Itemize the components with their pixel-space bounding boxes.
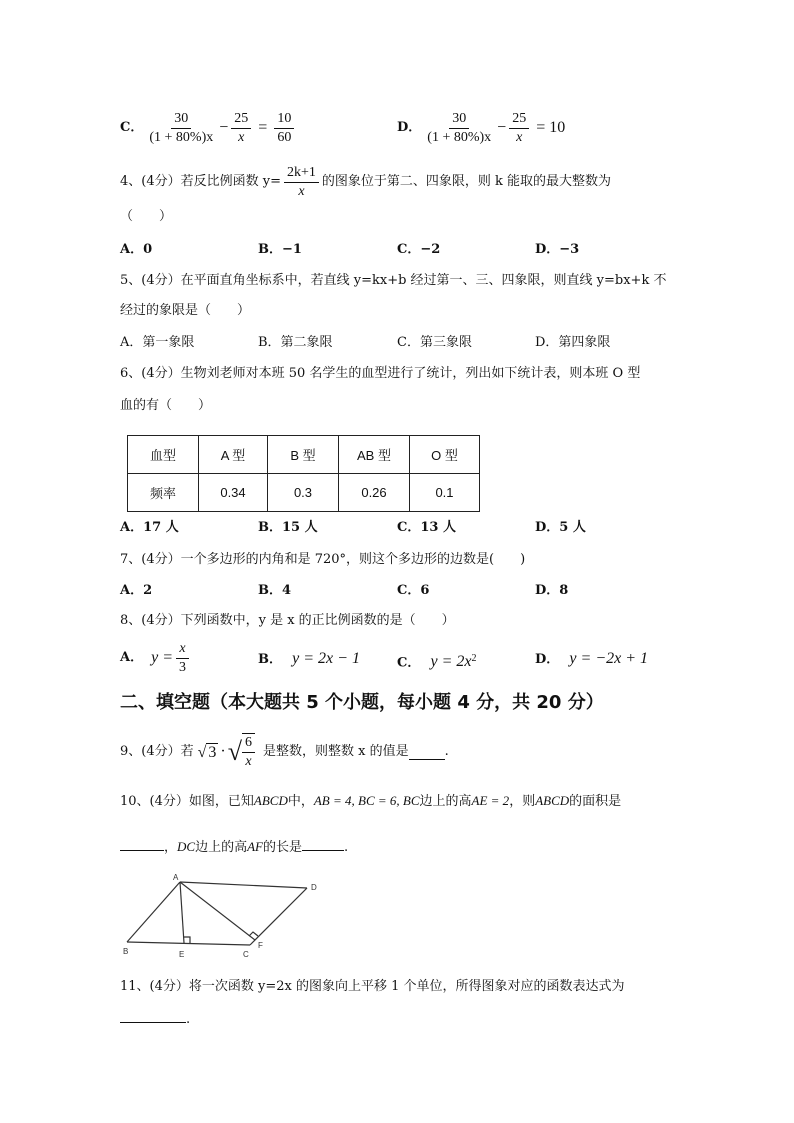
q3-c-f2-den: x [238,129,245,145]
q8-option-a [120,638,192,678]
q4-bracket: （ ） [120,209,173,224]
altitude-ae [180,882,184,943]
q10-l2-e: 的长是 [262,840,302,855]
q5-line-1: 5、(4分）在平面直角坐标系中，若直线 y=kx+b 经过第一、三、四象限，则直线 y=bx+k 不 [120,273,667,288]
q3-option-d-fraction-1 [424,110,494,147]
q10-l2-a: ， [164,840,178,855]
q10-l2-d: AF [247,839,263,854]
table-cell: 0.34 [199,474,268,512]
table-row [128,474,480,512]
q8-option-c-expr: y = 2x [430,653,472,671]
q7-question: 7、(4分）一个多边形的内角和是 720°，则这个多边形的边数是( ) [120,552,526,567]
q11-end: . [186,1012,191,1027]
q10-l2-b: DC [177,839,196,854]
q5-option-c: C．第三象限 [397,335,472,350]
q5-option-a: A．第一象限 [120,335,195,350]
q4-prefix: 4、(4分）若反比例函数 y= [120,174,281,189]
q8-option-a-lhs: y = [151,649,173,666]
q10-l1-b: ABCD [253,793,288,808]
q9-sqrt3: √ 3 [197,743,217,761]
q3-option-c-fraction-1 [146,110,216,147]
q10-l2-f: . [344,840,349,855]
section-2-title: 二、填空题（本大题共 5 个小题，每小题 4 分，共 20 分） [120,692,604,713]
q6-option-d: D．5 人 [535,520,586,535]
q9-radicand-den: x [245,754,252,769]
q4-frac-num: 2k+1 [284,164,319,183]
q9-prefix: 9、(4分）若 [120,744,194,759]
q10-l1-g: ，则 [509,794,536,809]
q4-option-b: B．−1 [258,242,302,257]
q10-l1-a: 10、(4分）如图，已知 [120,794,254,809]
label-c: C [243,950,249,959]
q6-option-a: A．17 人 [120,520,179,535]
q10-l2-c: 边上的高 [195,840,248,855]
q10-line-2 [120,836,348,857]
q9-question [120,730,449,774]
q4-option-c: C．−2 [397,242,441,257]
q4-fraction [284,164,319,201]
q3-option-d [397,106,565,150]
q8-a-num: x [176,640,188,659]
q5-option-d: D．第四象限 [535,335,611,350]
label-b: B [123,947,129,956]
altitude-af [180,882,255,940]
label-e: E [179,950,185,959]
label-a: A [173,873,179,882]
q3-c-f2-num: 25 [231,110,251,129]
q10-l1-c: 中， [287,794,314,809]
q3-c-eq: = [258,119,268,136]
q3-c-f1-num: 30 [171,110,191,129]
q8-option-b [258,650,360,669]
q3-d-f2-num: 25 [509,110,529,129]
q4-option-a: A．0 [120,242,153,257]
q3-option-d-label: D． [397,120,422,135]
q10-af-blank[interactable] [302,836,344,851]
table-cell: 0.26 [339,474,410,512]
label-d: D [311,883,317,892]
q3-d-f1-den: (1 + 80%)x [427,129,492,145]
q9-sqrt-fraction [228,733,255,771]
q8-option-b-label: B． [258,652,282,667]
q11-line-1: 11、(4分）将一次函数 y=2x 的图象向上平移 1 个单位，所得图象对应的函数表达式为 [120,979,625,994]
q8-option-a-fraction [176,640,189,677]
q3-c-f3-num: 10 [274,110,294,129]
q7-option-c: C．6 [397,583,430,598]
q3-option-d-fraction-2 [509,110,529,147]
right-angle-e [184,937,190,943]
q8-option-c-exponent: 2 [471,653,477,664]
q3-c-f1-den: (1 + 80%)x [149,129,214,145]
q7-option-a: A．2 [120,583,153,598]
q8-option-d [535,650,648,669]
q5-option-b: B．第二象限 [258,335,333,350]
q10-l1-f: AE = 2 [471,793,510,808]
edge-dc [250,888,307,945]
q8-option-c [397,650,477,672]
q11-answer-blank[interactable] [120,1008,186,1023]
q6-option-b: B．15 人 [258,520,318,535]
q3-d-f2-den: x [516,129,523,145]
q9-suffix: 是整数，则整数 x 的值是 [263,744,409,759]
q10-l1-d: AB = 4, BC = 6, BC [313,793,420,808]
q4-frac-den: x [298,183,305,199]
q8-option-a-label: A． [120,650,144,665]
q7-option-b: B．4 [258,583,292,598]
q8-question: 8、(4分）下列函数中，y 是 x 的正比例函数的是（ ） [120,613,455,628]
q6-option-c: C．13 人 [397,520,456,535]
label-f: F [258,941,263,950]
q9-answer-blank[interactable] [409,745,445,760]
edge-ad [180,882,307,888]
q4-question [120,160,611,204]
right-angle-f [249,932,258,936]
q10-l1-h: ABCD [535,793,570,808]
q3-c-f3-den: 60 [277,129,292,145]
edge-bc [127,942,250,945]
q9-dot: · [220,743,226,760]
q3-option-c [120,106,297,150]
table-cell: 0.3 [268,474,339,512]
table-cell: A 型 [199,436,268,474]
blood-type-table [127,435,480,512]
q9-end: . [444,744,449,759]
parallelogram-figure [115,870,330,960]
q6-line-2: 血的有（ ） [120,398,212,413]
table-cell: AB 型 [339,436,410,474]
q8-option-d-expr: y = −2x + 1 [569,650,649,667]
q3-d-eq: = [536,119,546,136]
table-header-row [128,436,480,474]
q10-l1-i: 的面积是 [569,794,622,809]
q10-line-1 [120,792,621,811]
q9-radicand [242,733,255,771]
q3-d-rhs: 10 [549,119,566,136]
q10-l1-e: 边上的高 [419,794,472,809]
q5-line-2: 经过的象限是（ ） [120,303,251,318]
q8-option-c-label: C． [397,655,421,671]
q6-line-1: 6、(4分）生物刘老师对本班 50 名学生的血型进行了统计，列出如下统计表，则本班 O 型 [120,366,641,381]
q8-option-b-expr: y = 2x − 1 [292,650,360,667]
q4-suffix: 的图象位于第二、四象限，则 k 能取的最大整数为 [321,174,612,189]
q4-option-d: D．−3 [535,242,580,257]
q9-radical-icon: √ [227,737,243,766]
table-cell: O 型 [410,436,480,474]
table-cell: 频率 [128,474,199,512]
q9-sqrt3-value: 3 [208,743,217,761]
table-cell: 0.1 [410,474,480,512]
q3-d-minus: − [497,119,507,136]
q3-option-c-fraction-2 [231,110,251,147]
table-cell: B 型 [268,436,339,474]
q9-radicand-num: 6 [242,734,255,753]
q3-d-f1-num: 30 [449,110,469,129]
q8-option-d-label: D． [535,652,560,667]
q11-line-2 [120,1008,190,1029]
edge-ab [127,882,180,942]
q3-option-c-label: C． [120,120,144,135]
table-cell: 血型 [128,436,199,474]
q7-option-d: D．8 [535,583,569,598]
q8-a-den: 3 [179,659,186,675]
q10-area-blank[interactable] [120,836,164,851]
q3-option-c-fraction-3 [274,110,294,147]
q3-c-minus: − [219,119,229,136]
